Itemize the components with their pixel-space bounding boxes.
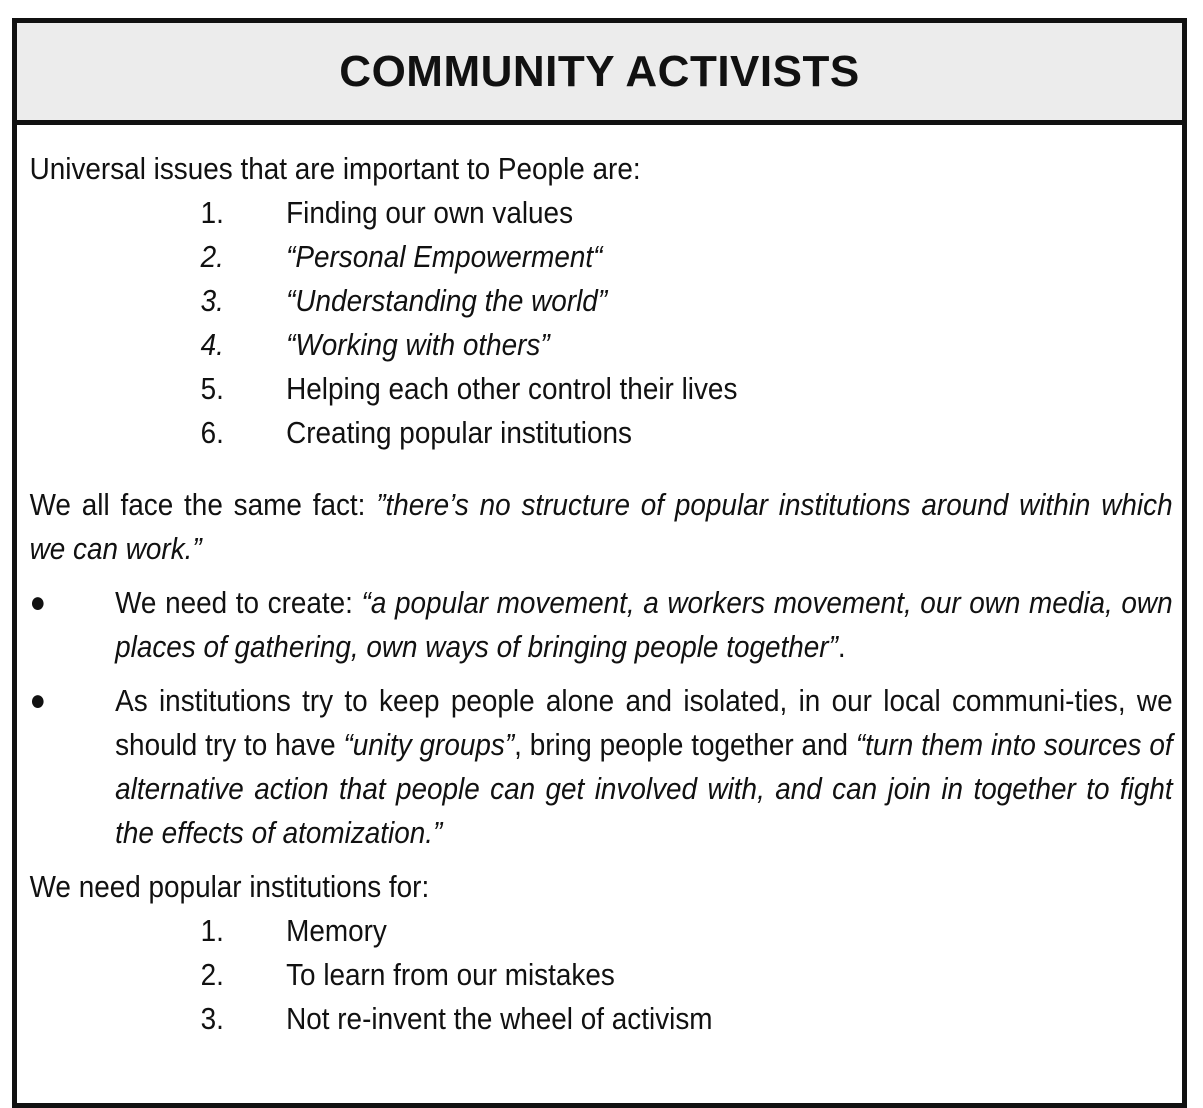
item-number: 6. xyxy=(200,415,224,450)
list-item xyxy=(30,909,1173,953)
item-number: 3. xyxy=(200,1001,224,1036)
title-banner xyxy=(17,23,1182,125)
item-number: 1. xyxy=(200,913,224,948)
bullet-tail: . xyxy=(837,629,846,664)
list-item xyxy=(30,279,1173,323)
document-frame xyxy=(12,18,1187,1108)
bullet-lead: We need to create: xyxy=(115,585,362,620)
list-item xyxy=(30,323,1173,367)
needs-intro: We need popular institutions for: xyxy=(29,869,430,904)
item-text: Not re-invent the wheel of activism xyxy=(286,1001,713,1036)
bullet-quote: “turn them into sources of alternative action that people can get involved with, and can join in together to fight the effects of atomization.” xyxy=(115,727,1173,850)
list-item xyxy=(30,997,1173,1041)
item-number: 4. xyxy=(200,327,224,362)
bullet-quote: “unity groups” xyxy=(343,727,515,762)
item-text: Helping each other control their lives xyxy=(286,371,738,406)
issues-list xyxy=(30,191,1173,455)
item-text: Creating popular institutions xyxy=(286,415,632,450)
bullet-text: , bring people together and xyxy=(514,727,856,762)
bullet-item xyxy=(30,581,1173,669)
list-item xyxy=(30,191,1173,235)
item-text: “Understanding the world” xyxy=(286,283,608,318)
item-number: 2. xyxy=(200,957,224,992)
fact-lead: We all face the same fact: xyxy=(29,487,377,522)
needs-list xyxy=(30,909,1173,1041)
item-text: “Working with others” xyxy=(286,327,550,362)
fact-paragraph xyxy=(30,483,1173,571)
bullet-dot-icon: ● xyxy=(29,684,46,717)
bullet-dot-icon: ● xyxy=(29,586,46,619)
page-title: COMMUNITY ACTIVISTS xyxy=(339,46,860,96)
item-number: 1. xyxy=(200,195,224,230)
item-number: 2. xyxy=(200,239,224,274)
item-text: To learn from our mistakes xyxy=(286,957,615,992)
list-item xyxy=(30,367,1173,411)
item-text: Finding our own values xyxy=(286,195,574,230)
bullet-item xyxy=(30,679,1173,855)
bullet-text: As institutions try to keep people alone and isolated, in our local communi-ties, we should try to have xyxy=(115,683,1173,762)
issues-intro: Universal issues that are important to People are: xyxy=(29,151,641,186)
list-item xyxy=(30,411,1173,455)
item-number: 3. xyxy=(200,283,224,318)
document-body xyxy=(17,147,1183,1041)
item-number: 5. xyxy=(200,371,224,406)
bullet-list xyxy=(30,581,1173,855)
item-text: “Personal Empowerment“ xyxy=(286,239,603,274)
fact-quote: ”there’s no structure of popular institutions around within which we can work.” xyxy=(29,487,1173,566)
item-text: Memory xyxy=(286,913,387,948)
list-item xyxy=(30,953,1173,997)
bullet-quote: “a popular movement, a workers movement, our own media, own places of gathering, own ways of bringing people together” xyxy=(115,585,1173,664)
list-item xyxy=(30,235,1173,279)
